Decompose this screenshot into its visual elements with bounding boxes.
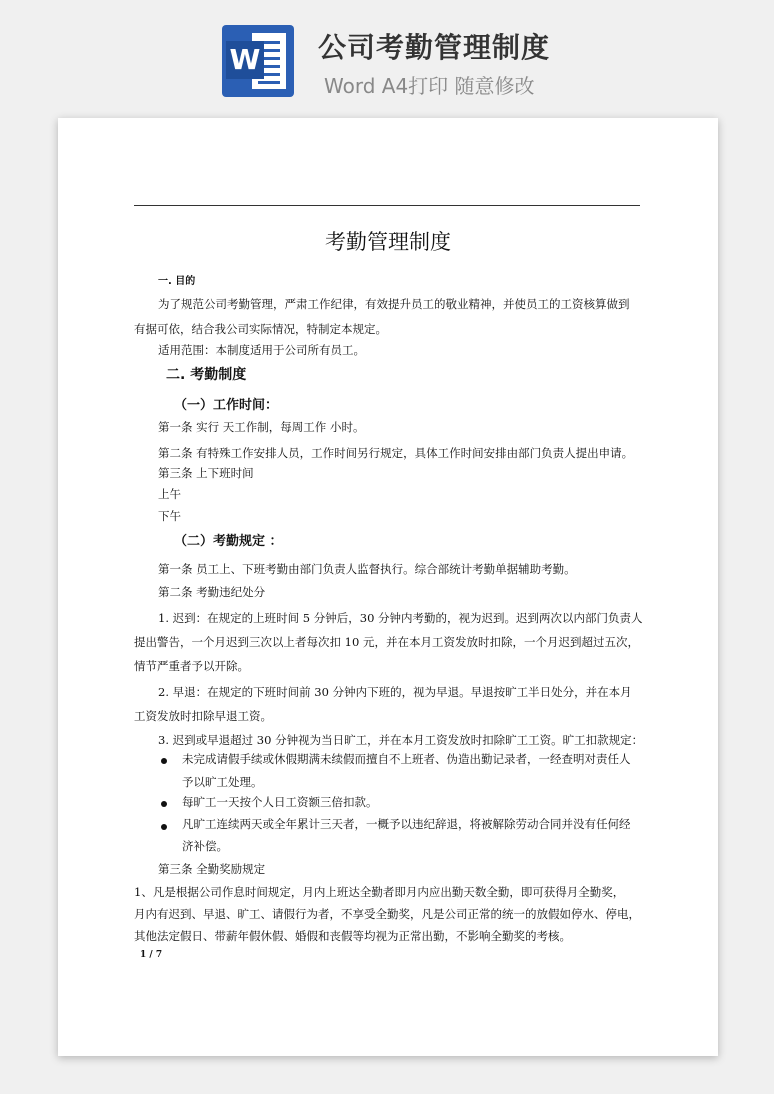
section-attendance-heading: 二. 考勤制度 [166,367,247,383]
work-time-heading: （一）工作时间： [174,398,279,413]
header-rule [134,205,640,206]
absent-line: 3. 迟到或早退超过 30 分钟视为当日旷工，并在本月工资发放时扣除旷工工资。旷工扣款规定： [158,733,644,747]
late-line-2: 提出警告，一个月迟到三次以上者每次扣 10 元，并在本月工资发放时扣除，一个月迟到超过五次， [134,635,639,649]
bullet-dot [161,801,167,807]
article-2: 第二条 有特殊工作安排人员，工作时间另行规定，具体工作时间安排由部门负责人提出申请。 [158,446,634,460]
early-line-2: 工资发放时扣除早退工资。 [134,709,272,723]
word-app-icon [222,25,294,97]
scope-text: 适用范围：本制度适用于公司所有员工。 [158,343,365,357]
banner-title: 公司考勤管理制度 [318,31,551,64]
bullet-3-line-1: 凡旷工连续两天或全年累计三天者，一概予以违纪辞退，将被解除劳动合同并没有任何经 [182,817,631,831]
attendance-rules-heading: （二）考勤规定 ： [174,534,283,549]
full-attendance-line-2: 月内有迟到、早退、旷工、请假行为者，不享受全勤奖，凡是公司正常的统一的放假如停水、停电， [134,907,640,921]
banner-subtitle: Word A4打印 随意修改 [324,74,535,98]
bullet-dot [161,824,167,830]
section-purpose-heading: 一. 目的 [158,276,196,287]
document-page [58,118,718,1056]
document-title: 考勤管理制度 [325,230,451,254]
full-attendance-line-1: 1、凡是根据公司作息时间规定，月内上班达全勤者即月内应出勤天数全勤，即可获得月全勤奖， [134,885,625,899]
late-line-3: 情节严重者予以开除。 [134,659,249,673]
late-line-1: 1. 迟到：在规定的上班时间 5 分钟后，30 分钟内考勤的，视为迟到。迟到两次以内部门负责人 [158,611,643,625]
afternoon-label: 下午 [158,509,181,523]
page-number: 1 / 7 [140,950,163,960]
word-logo-letter: W [226,41,264,79]
morning-label: 上午 [158,487,181,501]
bullet-1-line-2: 予以旷工处理。 [182,775,263,789]
article-1: 第一条 实行 天工作制，每周工作 小时。 [158,420,365,434]
bullet-2: 每旷工一天按个人日工资额三倍扣款。 [182,795,378,809]
bullet-dot [161,758,167,764]
rule-article-2: 第二条 考勤违纪处分 [158,585,266,599]
rule-article-3: 第三条 全勤奖励规定 [158,862,266,876]
full-attendance-line-3: 其他法定假日、带薪年假休假、婚假和丧假等均视为正常出勤，不影响全勤奖的考核。 [134,929,571,943]
early-line-1: 2. 早退：在规定的下班时间前 30 分钟内下班的，视为早退。早退按旷工半日处分，并在本月 [158,685,632,699]
rule-article-1: 第一条 员工上、下班考勤由部门负责人监督执行。综合部统计考勤单据辅助考勤。 [158,562,576,576]
article-3: 第三条 上下班时间 [158,466,254,480]
purpose-line-1: 为了规范公司考勤管理，严肃工作纪律，有效提升员工的敬业精神，并使员工的工资核算做到 [158,297,630,311]
purpose-line-2: 有据可依，结合我公司实际情况，特制定本规定。 [134,322,387,336]
bullet-3-line-2: 济补偿。 [182,839,228,853]
banner [0,0,774,110]
bullet-1-line-1: 未完成请假手续或休假期满未续假而擅自不上班者、伪造出勤记录者，一经查明对责任人 [182,752,631,766]
